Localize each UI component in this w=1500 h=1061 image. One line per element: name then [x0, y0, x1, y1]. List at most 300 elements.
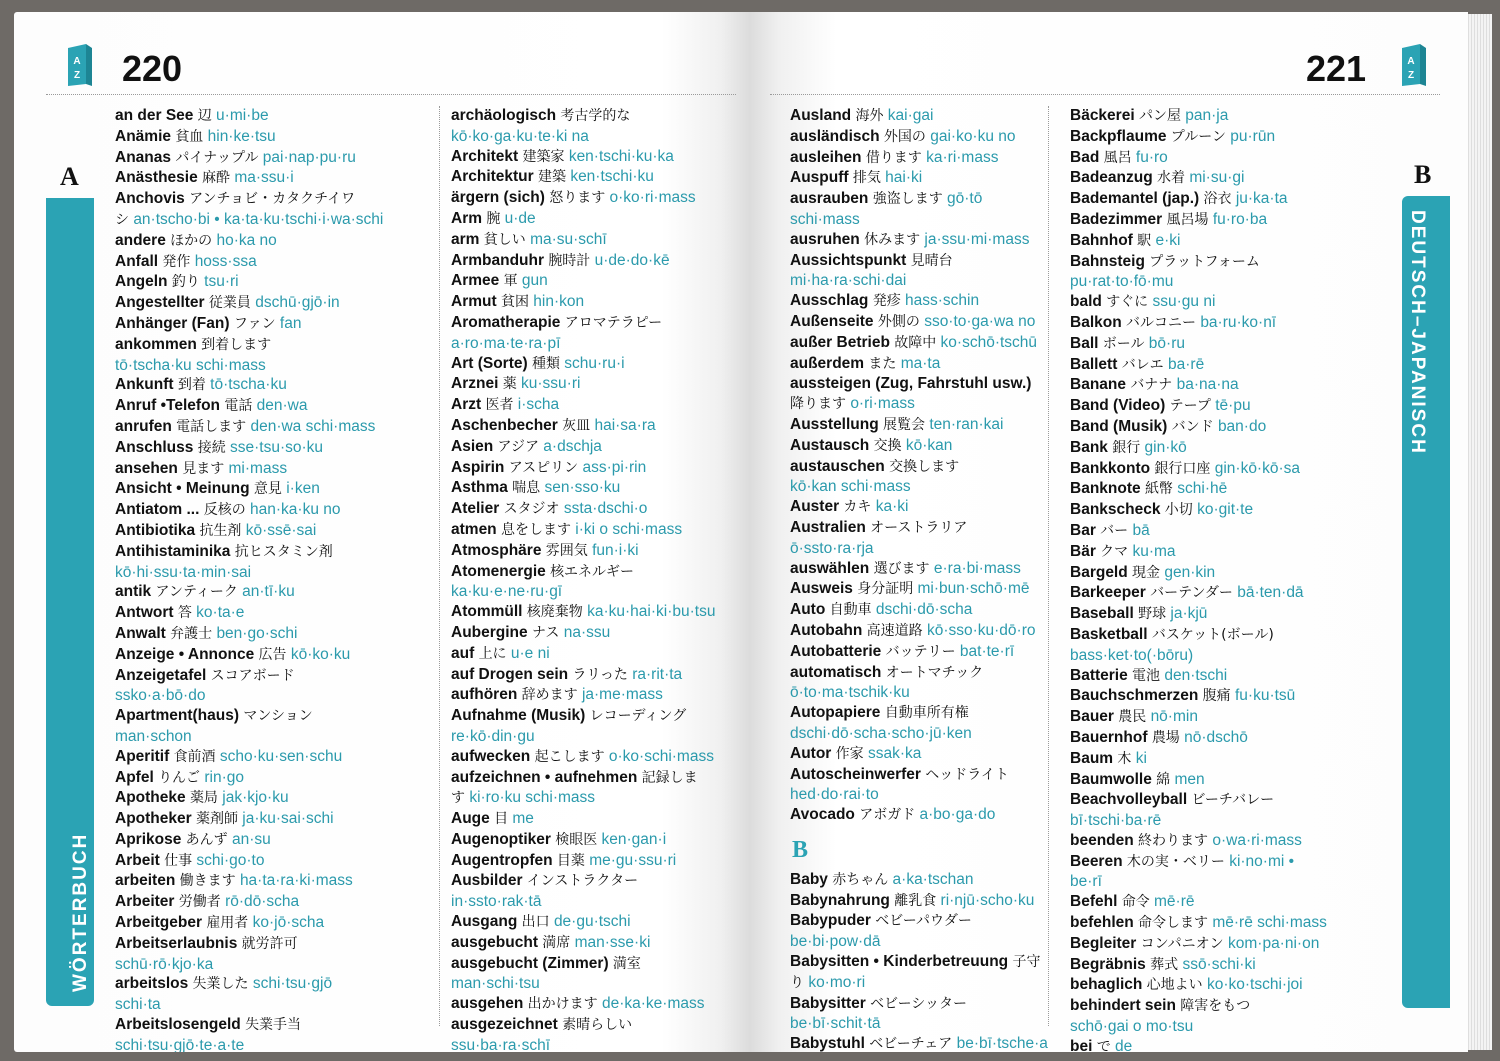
dictionary-entry — [790, 703, 1052, 724]
header-rule — [770, 94, 1440, 95]
japanese-text: 銀行 — [1112, 439, 1141, 456]
japanese-text: 記録しま — [641, 769, 698, 786]
japanese-text: 降ります — [790, 396, 846, 413]
page-number: 220 — [122, 48, 183, 89]
dictionary-entry — [790, 891, 1052, 912]
japanese-text: 借ります — [865, 149, 922, 166]
headword: Backpflaume — [1070, 127, 1167, 145]
romanization: ju·ka·ta — [1235, 190, 1288, 208]
romanization: ki·ro·ku schi·mass — [469, 789, 596, 807]
dictionary-entry — [451, 271, 741, 292]
japanese-text: 自動車 — [829, 602, 872, 619]
headword: Austausch — [790, 436, 870, 454]
romanization: an·su — [231, 830, 271, 848]
headword: aufhören — [451, 686, 518, 704]
romanization: dschi·dō·scha — [875, 601, 973, 619]
romanization: schi·ta — [115, 996, 161, 1014]
japanese-text: すぐに — [1106, 294, 1149, 311]
dictionary-entry — [115, 706, 445, 727]
dictionary-entry — [790, 189, 1052, 210]
dictionary-entry — [790, 394, 1052, 415]
dictionary-entry — [1070, 438, 1390, 459]
japanese-text: 外国の — [883, 128, 926, 145]
dictionary-entry — [1070, 1017, 1390, 1037]
dictionary-entry — [790, 312, 1052, 333]
romanization: fan — [279, 314, 302, 332]
japanese-text: 出口 — [521, 914, 550, 931]
headword: atmen — [451, 520, 497, 538]
romanization: ban·do — [1217, 417, 1267, 435]
japanese-text: 満席 — [542, 934, 571, 951]
svg-text:A: A — [1407, 56, 1415, 67]
japanese-text: ベビーパウダー — [875, 913, 972, 930]
japanese-text: ベビーチェア — [869, 1036, 953, 1052]
headword: Ausbilder — [451, 872, 523, 890]
romanization: schū·rō·kjo·ka — [115, 955, 214, 973]
headword: Banane — [1070, 376, 1126, 394]
japanese-text: アジア — [497, 438, 539, 455]
headword: andere — [115, 231, 166, 249]
japanese-text: 貧しい — [483, 231, 526, 248]
romanization: mi·su·gi — [1189, 169, 1245, 187]
romanization: ō·ssto·ra·rja — [790, 539, 874, 557]
headword: Aubergine — [451, 623, 528, 641]
dictionary-entry — [790, 148, 1052, 169]
headword: Architekt — [451, 147, 519, 165]
headword: Aufnahme (Musik) — [451, 707, 586, 725]
headword: Autobatterie — [790, 642, 882, 660]
romanization: dschi·dō·scha·scho·jū·ken — [790, 724, 972, 742]
romanization: a·ro·ma·te·ra·pī — [451, 334, 561, 352]
headword: Arzt — [451, 396, 482, 414]
dictionary-entry — [1070, 625, 1390, 646]
romanization: man·sse·ki — [574, 933, 651, 951]
japanese-text: バレエ — [1121, 356, 1164, 373]
japanese-text: 到着します — [201, 336, 272, 353]
dictionary-entry — [790, 642, 1052, 663]
headword: Ausstellung — [790, 415, 879, 433]
japanese-text: ビーチバレー — [1191, 792, 1275, 809]
romanization: ko·schō·tschū — [940, 333, 1038, 351]
japanese-text: ナス — [531, 624, 560, 641]
dictionary-entry — [451, 892, 741, 912]
dictionary-entry — [451, 167, 741, 188]
romanization: ja·kjū — [1170, 605, 1208, 623]
romanization: ri·njū·scho·ku — [940, 891, 1035, 909]
japanese-text: オートマチック — [885, 664, 984, 681]
japanese-text: 辞めます — [521, 687, 578, 704]
headword: Bankscheck — [1070, 501, 1161, 519]
headword: bei — [1070, 1037, 1093, 1052]
dictionary-entry — [1070, 127, 1390, 148]
romanization: bā — [1132, 521, 1150, 539]
dictionary-entry — [790, 932, 1052, 952]
japanese-text: 排気 — [852, 170, 881, 187]
dictionary-entry — [115, 479, 445, 500]
headword: Aussichtspunkt — [790, 251, 907, 269]
japanese-text: 雇用者 — [206, 915, 249, 932]
dictionary-entry — [451, 374, 741, 395]
japanese-text: 答 — [177, 605, 192, 622]
japanese-text: クマ — [1100, 543, 1129, 560]
headword: Anchovis — [115, 190, 185, 208]
dictionary-entry — [115, 396, 445, 417]
dictionary-entry — [451, 602, 741, 623]
romanization: hin·ke·tsu — [207, 127, 276, 145]
japanese-text: オーストラリア — [870, 519, 968, 536]
dictionary-entry — [1070, 521, 1390, 542]
dictionary-entry — [1070, 646, 1390, 666]
japanese-text: 弁護士 — [170, 625, 213, 642]
dictionary-entry — [115, 1036, 445, 1052]
japanese-text: 障害をもつ — [1180, 998, 1251, 1015]
japanese-text: 葬式 — [1150, 956, 1179, 973]
japanese-text: 現金 — [1132, 564, 1161, 581]
romanization: han·ka·ku no — [250, 501, 341, 519]
side-tab-label: DEUTSCH–JAPANISCH — [1407, 210, 1428, 455]
headword: Aperitif — [115, 747, 170, 765]
headword: auf — [451, 644, 475, 662]
romanization: kō·ko·ga·ku·te·ki na — [451, 127, 589, 145]
japanese-text: 木 — [1117, 750, 1132, 767]
headword: Aprikose — [115, 830, 182, 848]
headword: Bargeld — [1070, 563, 1128, 581]
dictionary-entry — [451, 147, 741, 168]
japanese-text: 考古学的な — [560, 108, 631, 124]
japanese-text: 自動車所有権 — [884, 705, 969, 722]
romanization: i·ki o schi·mass — [575, 520, 683, 538]
japanese-text: アンティーク — [155, 584, 238, 601]
dictionary-entry — [451, 830, 741, 851]
headword: Anästhesie — [115, 169, 198, 187]
headword: Baumwolle — [1070, 770, 1152, 788]
page-number: 221 — [1306, 48, 1367, 89]
dictionary-entry — [451, 251, 741, 272]
japanese-text: カキ — [843, 499, 872, 516]
headword: ausgebucht — [451, 933, 538, 951]
japanese-text: 労働者 — [178, 894, 221, 911]
japanese-text: 腕時計 — [548, 252, 591, 269]
headword: ankommen — [115, 335, 197, 353]
dictionary-entry — [790, 952, 1052, 973]
headword: Band (Video) — [1070, 397, 1166, 415]
headword: befehlen — [1070, 914, 1134, 932]
headword: Ananas — [115, 148, 171, 166]
dictionary-entry — [790, 518, 1052, 539]
dictionary-entry — [451, 313, 741, 334]
romanization: den·wa — [256, 397, 308, 415]
japanese-text: アスピリン — [508, 459, 579, 476]
romanization: ssko·a·bō·do — [115, 687, 206, 705]
japanese-text: 水着 — [1157, 170, 1185, 187]
dictionary-entry — [451, 127, 741, 147]
dictionary-entry — [115, 1015, 445, 1036]
japanese-text: 灰皿 — [562, 417, 591, 434]
japanese-text: 反核の — [203, 502, 246, 519]
headword: Aschenbecher — [451, 416, 558, 434]
dictionary-entry — [115, 747, 445, 768]
japanese-text: 心地よい — [1146, 977, 1203, 994]
dictionary-entry — [790, 683, 1052, 703]
headword: Apotheker — [115, 810, 192, 828]
dictionary-entry — [115, 851, 445, 872]
romanization: bat·te·rī — [959, 642, 1015, 660]
dictionary-entry — [1070, 168, 1390, 189]
romanization: ken·gan·i — [601, 830, 667, 848]
romanization: ssō·schi·ki — [1182, 955, 1256, 973]
dictionary-entry — [115, 974, 445, 995]
dictionary-entry — [790, 251, 1052, 272]
japanese-text: 検眼医 — [555, 831, 598, 848]
japanese-text: 交換します — [889, 458, 960, 475]
headword: Bahnhof — [1070, 231, 1133, 249]
dictionary-entry — [115, 417, 445, 438]
side-tab — [1402, 196, 1450, 1008]
japanese-text: 貧血 — [175, 128, 204, 145]
romanization: ba·ru·ko·nī — [1200, 313, 1277, 331]
headword: Ballett — [1070, 355, 1118, 373]
romanization: ken·tschi·ku — [570, 168, 654, 186]
japanese-text: 休みます — [864, 231, 921, 248]
section-heading-b: B — [792, 836, 809, 863]
romanization: a·dschja — [543, 437, 602, 455]
headword: austauschen — [790, 457, 885, 475]
romanization: nō·min — [1150, 708, 1198, 726]
dictionary-entry — [115, 542, 445, 563]
romanization: sen·sso·ku — [544, 479, 621, 497]
dictionary-entry — [115, 934, 445, 955]
romanization: be·bi·pow·dā — [790, 933, 881, 951]
romanization: kō·ssē·sai — [245, 521, 317, 539]
dictionary-entry — [115, 272, 445, 293]
headword: Art (Sorte) — [451, 354, 528, 372]
dictionary-entry — [1070, 728, 1390, 749]
japanese-text: 意見 — [253, 481, 282, 498]
japanese-text: 身分証明 — [857, 581, 914, 598]
dictionary-entry — [115, 210, 445, 231]
romanization: fu·ro·ba — [1212, 210, 1268, 228]
headword: Autoscheinwerfer — [790, 765, 921, 783]
dictionary-entry — [451, 644, 741, 665]
japanese-text: 核廃棄物 — [526, 604, 583, 621]
dictionary-entry — [790, 724, 1052, 744]
japanese-text: バルコニー — [1126, 314, 1196, 331]
dictionary-entry — [115, 686, 445, 706]
headword: Außenseite — [790, 312, 874, 330]
japanese-text: 建築家 — [522, 148, 565, 165]
japanese-text: プラットフォーム — [1149, 253, 1260, 270]
romanization: hin·kon — [533, 293, 585, 311]
japanese-text: 就労許可 — [241, 935, 298, 952]
dictionary-entry — [1070, 892, 1390, 913]
romanization: ben·go·schi — [216, 624, 298, 642]
romanization: de·gu·tschi — [553, 913, 631, 931]
romanization: ssta·dschi·o — [563, 500, 648, 518]
dictionary-entry — [451, 458, 741, 479]
dictionary-entry — [1070, 872, 1390, 892]
japanese-text: アボガド — [859, 807, 916, 824]
japanese-text: 見晴台 — [910, 252, 953, 269]
romanization: ten·ran·kai — [929, 415, 1004, 433]
romanization: ka·ri·mass — [926, 148, 999, 166]
japanese-text: 麻酔 — [202, 170, 231, 187]
dictionary-entry — [1070, 231, 1390, 252]
japanese-text: バナナ — [1130, 377, 1173, 394]
japanese-text: 交換 — [873, 437, 902, 454]
japanese-text: 子守 — [1012, 954, 1041, 971]
headword: arbeitslos — [115, 975, 189, 993]
headword: Bad — [1070, 148, 1100, 166]
romanization: gin·kō·kō·sa — [1214, 459, 1300, 477]
romanization: jak·kjo·ku — [222, 789, 289, 807]
dictionary-entry — [115, 127, 445, 148]
section-letter: B — [1414, 160, 1432, 189]
headword: Autobahn — [790, 621, 863, 639]
japanese-text: りんご — [158, 769, 201, 786]
dictionary-entry — [1070, 955, 1390, 976]
japanese-text: 離乳食 — [894, 892, 937, 909]
page-edges — [1466, 14, 1492, 1050]
japanese-text: 怒ります — [549, 190, 606, 207]
dictionary-entry — [115, 871, 445, 892]
japanese-text: パン屋 — [1138, 108, 1181, 124]
japanese-text: 上に — [478, 645, 507, 662]
romanization: de·ka·ke·mass — [601, 995, 705, 1013]
romanization: be·bī·schit·tā — [790, 1015, 881, 1033]
right-page — [750, 12, 1468, 1052]
romanization: kō·sso·ku·dō·ro — [926, 621, 1036, 639]
dictionary-entry — [1070, 396, 1390, 417]
dictionary-entry — [451, 437, 741, 458]
dictionary-entry — [451, 809, 741, 830]
japanese-text: す — [451, 790, 465, 807]
romanization: tō·tscha·ku — [210, 376, 287, 394]
dictionary-entry — [115, 459, 445, 480]
dictionary-entry — [790, 785, 1052, 805]
dictionary-entry — [790, 663, 1052, 684]
romanization: ken·tschi·ku·ka — [568, 147, 674, 165]
headword: Armbanduhr — [451, 251, 544, 269]
dictionary-entry — [451, 209, 741, 230]
romanization: bass·ket·to(·bōru) — [1070, 646, 1194, 664]
japanese-text: 軍 — [503, 273, 518, 290]
romanization: pu·rūn — [1230, 127, 1276, 145]
headword: Bäckerei — [1070, 107, 1135, 124]
headword: Bar — [1070, 521, 1096, 539]
japanese-text: シ — [115, 211, 129, 228]
headword: bald — [1070, 293, 1102, 311]
japanese-text: 外側の — [877, 313, 920, 330]
headword: Beachvolleyball — [1070, 791, 1188, 809]
romanization: an·tī·ku — [242, 583, 295, 601]
entry-column — [1070, 106, 1390, 1052]
headword: Beeren — [1070, 852, 1123, 870]
headword: Babystuhl — [790, 1035, 865, 1052]
dictionary-entry — [1070, 583, 1390, 604]
headword: Anhänger (Fan) — [115, 314, 230, 332]
headword: Anämie — [115, 127, 171, 145]
romanization: hass·schin — [905, 292, 980, 310]
headword: ausrauben — [790, 190, 869, 208]
japanese-text: 風呂場 — [1166, 211, 1209, 228]
japanese-text: り — [790, 974, 804, 991]
japanese-text: 貧困 — [500, 294, 529, 311]
dictionary-entry — [451, 334, 741, 354]
romanization: an·tscho·bi • ka·ta·ku·tschi·i·wa·schi — [133, 210, 384, 228]
romanization: ja·ku·sai·schi — [242, 810, 334, 828]
headword: Anfall — [115, 252, 159, 270]
dictionary-entry — [790, 127, 1052, 148]
dictionary-entry — [790, 911, 1052, 932]
dictionary-entry — [790, 973, 1052, 994]
dictionary-entry — [115, 106, 445, 127]
headword: Barkeeper — [1070, 584, 1146, 602]
headword: Antihistaminika — [115, 542, 231, 560]
headword: Anwalt — [115, 624, 166, 642]
dictionary-entry — [115, 521, 445, 542]
dictionary-entry — [451, 520, 741, 541]
headword: Begleiter — [1070, 934, 1137, 952]
dictionary-entry — [115, 624, 445, 645]
romanization: na·ssu — [563, 623, 611, 641]
dictionary-entry — [790, 621, 1052, 642]
romanization: o·ko·ri·mass — [609, 189, 696, 207]
headword: Ansicht • Meinung — [115, 480, 250, 498]
dictionary-entry — [115, 293, 445, 314]
japanese-text: 海外 — [855, 108, 884, 124]
romanization: u·e ni — [510, 644, 550, 662]
dictionary-entry — [115, 727, 445, 747]
headword: Banknote — [1070, 480, 1141, 498]
japanese-text: プルーン — [1170, 128, 1226, 145]
dictionary-entry — [451, 541, 741, 562]
dictionary-entry — [115, 603, 445, 624]
headword: ausruhen — [790, 230, 860, 248]
headword: Arbeitgeber — [115, 914, 202, 932]
dictionary-entry — [115, 375, 445, 396]
left-page — [14, 12, 750, 1052]
headword: Autopapiere — [790, 704, 881, 722]
dictionary-entry — [1070, 1037, 1390, 1052]
romanization: be·bī·tsche·a — [956, 1035, 1048, 1052]
dictionary-entry — [115, 892, 445, 913]
romanization: schō·gai o mo·tsu — [1070, 1018, 1194, 1036]
japanese-text: 満室 — [612, 955, 641, 972]
headword: Angeln — [115, 273, 168, 291]
dictionary-entry — [1070, 542, 1390, 563]
dictionary-entry — [790, 415, 1052, 436]
romanization: pan·ja — [1185, 107, 1229, 124]
romanization: mi·mass — [228, 459, 288, 477]
dictionary-entry — [451, 747, 741, 768]
entry-column — [790, 106, 1052, 1052]
dictionary-entry — [1070, 790, 1390, 811]
dictionary-entry — [790, 870, 1052, 891]
japanese-text: インストラクター — [526, 873, 639, 890]
headword: außer Betrieb — [790, 333, 890, 351]
dictionary-entry — [1070, 313, 1390, 334]
romanization: ssak·ka — [867, 744, 922, 762]
japanese-text: 薬 — [502, 376, 517, 393]
headword: Auto — [790, 601, 826, 619]
japanese-text: 医者 — [485, 397, 514, 414]
svg-text:A: A — [73, 56, 81, 67]
headword: beenden — [1070, 831, 1134, 849]
headword: Arznei — [451, 375, 499, 393]
romanization: ma·ssu·i — [234, 169, 294, 187]
romanization: pai·nap·pu·ru — [262, 148, 356, 166]
japanese-text: バンド — [1171, 418, 1214, 435]
